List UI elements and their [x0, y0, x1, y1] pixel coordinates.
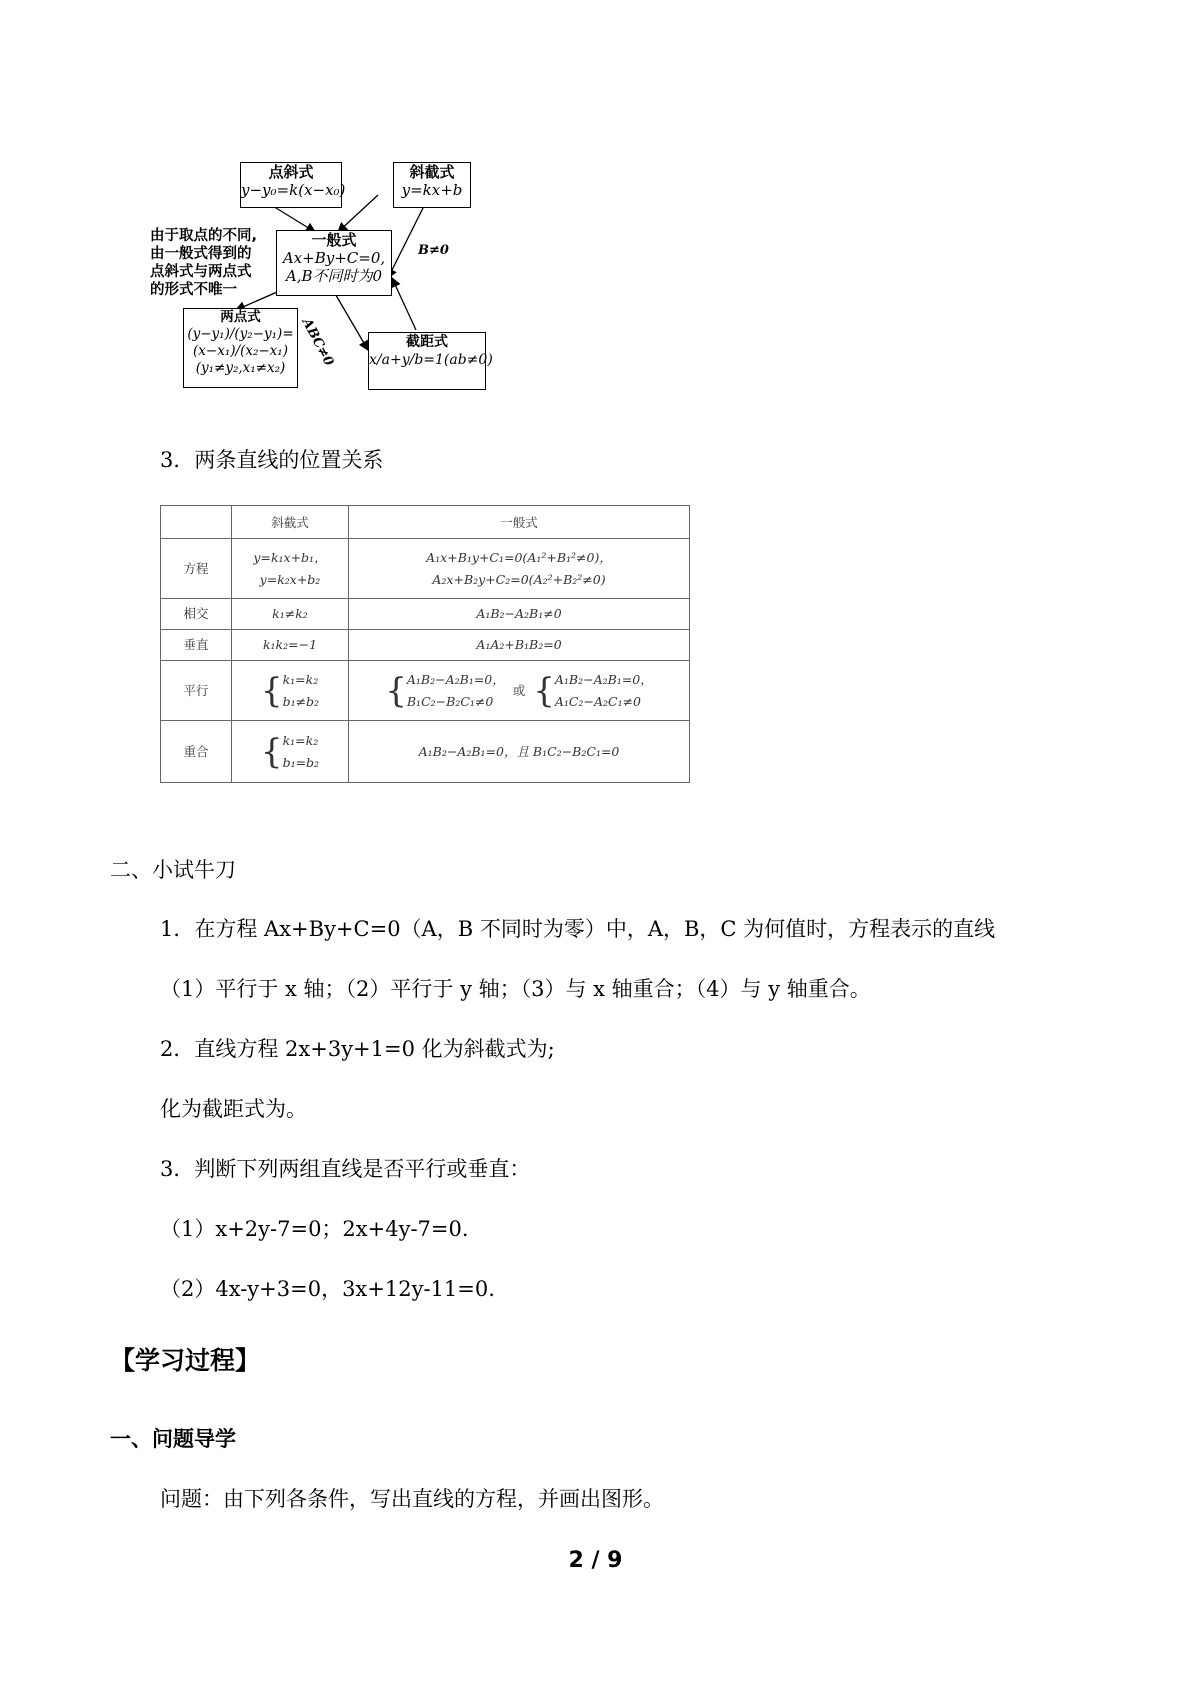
point-slope-title: 点斜式 — [268, 163, 314, 181]
process-subheading: 一、问题导学 — [110, 1427, 236, 1451]
section3-title: 3．两条直线的位置关系 — [160, 448, 384, 472]
general-cell: A₁A₂+B₁B₂=0 — [349, 630, 690, 661]
row-label: 方程 — [161, 539, 232, 599]
cell-line: k₁=k₂ — [282, 671, 319, 687]
cell-line: y=k₁x+b₁， — [253, 549, 327, 565]
row-label: 重合 — [161, 721, 232, 783]
two-point-formula: (y−y₁)/(y₂−y₁)=(x−x₁)/(x₂−x₁) — [187, 326, 294, 359]
table-header-cell: 斜截式 — [232, 506, 349, 539]
slope-cell: k₁k₂=−1 — [232, 630, 349, 661]
practice-q2: 2．直线方程 2x+3y+1=0 化为斜截式为; — [160, 1037, 555, 1061]
practice-q3-1: （1）x+2y-7=0；2x+4y-7=0. — [160, 1217, 469, 1241]
practice-q3-2: （2）4x-y+3=0，3x+12y-11=0. — [160, 1277, 495, 1301]
point-slope-box — [240, 162, 346, 208]
two-point-condition: (y₁≠y₂,x₁≠x₂) — [195, 360, 286, 376]
general-form-formula: Ax+By+C=0, — [282, 249, 386, 267]
slope-cell: { k₁=k₂ b₁≠b₂ — [232, 661, 349, 721]
note-line: 由于取点的不同, — [150, 228, 258, 244]
cell-line: A₁B₂−A₂B₁=0， — [406, 671, 505, 687]
cell-line: A₁C₂−A₂C₁≠0 — [554, 693, 642, 709]
line-relation-table — [160, 505, 690, 783]
slope-cell: k₁≠k₂ — [232, 599, 349, 630]
table-row — [161, 539, 690, 599]
general-form-condition: A,B不同时为0 — [285, 267, 383, 285]
diagram-note — [150, 227, 257, 299]
cell-line: A₂x+B₂y+C₂=0(A₂²+B₂²≠0) — [432, 571, 606, 587]
two-point-title: 两点式 — [220, 309, 261, 325]
cell-line: B₁C₂−B₂C₁≠0 — [406, 693, 494, 709]
practice-q1-sub: （1）平行于 x 轴；（2）平行于 y 轴；（3）与 x 轴重合；（4）与 y 轴重合。 — [160, 977, 871, 1001]
intercept-formula: x/a+y/b=1(ab≠0) — [369, 352, 493, 368]
row-label: 垂直 — [161, 630, 232, 661]
cell-line: b₁≠b₂ — [282, 693, 320, 709]
cell-line: A₁B₂−A₂B₁=0， — [554, 671, 653, 687]
slope-cell: { k₁=k₂ b₁=b₂ — [232, 721, 349, 783]
row-label: 相交 — [161, 599, 232, 630]
slope-intercept-formula: y=kx+b — [401, 181, 463, 199]
general-form-box — [276, 230, 392, 296]
slope-intercept-box — [393, 162, 471, 208]
general-cell: A₁B₂−A₂B₁≠0 — [349, 599, 690, 630]
cell-line: b₁=b₂ — [282, 754, 320, 770]
practice-q1: 1．在方程 Ax+By+C=0（A，B 不同时为零）中，A，B，C 为何值时，方程表示的直线 — [160, 917, 996, 941]
general-form-title: 一般式 — [311, 231, 357, 249]
practice-q2-b: 化为截距式为。 — [160, 1097, 307, 1121]
abc-nonzero-label: ABC≠0 — [298, 316, 337, 369]
process-heading: 【学习过程】 — [110, 1346, 261, 1375]
note-line: 由一般式得到的 — [150, 246, 252, 262]
table-row — [161, 721, 690, 783]
table-header-cell — [161, 506, 232, 539]
cell-line: y=k₂x+b₂ — [259, 571, 321, 587]
cell-line: A₁x+B₁y+C₁=0(A₁²+B₁²≠0)， — [426, 549, 612, 565]
slope-cell — [232, 539, 349, 599]
general-cell — [349, 539, 690, 599]
page-number: 2 / 9 — [568, 1548, 623, 1573]
slope-intercept-title: 斜截式 — [409, 163, 455, 181]
process-question: 问题：由下列各条件，写出直线的方程，并画出图形。 — [160, 1487, 664, 1511]
general-cell: { A₁B₂−A₂B₁=0， B₁C₂−B₂C₁≠0 或 { A₁B₂−A₂B₁=0， A₁C₂−A₂C₁≠0 — [349, 661, 690, 721]
practice-q3: 3．判断下列两组直线是否平行或垂直： — [160, 1157, 531, 1181]
two-point-box — [183, 308, 298, 388]
intercept-box — [368, 332, 493, 390]
practice-heading: 二、小试牛刀 — [110, 858, 236, 882]
table-row — [161, 599, 690, 630]
forms-diagram — [140, 150, 520, 420]
note-line: 点斜式与两点式 — [150, 264, 252, 280]
table-header-cell: 一般式 — [349, 506, 690, 539]
general-cell: A₁B₂−A₂B₁=0，且 B₁C₂−B₂C₁=0 — [349, 721, 690, 783]
b-nonzero-label: B≠0 — [418, 243, 449, 258]
cell-line: k₁=k₂ — [282, 732, 319, 748]
intercept-title: 截距式 — [406, 334, 448, 350]
note-line: 的形式不唯一 — [150, 282, 237, 298]
table-row — [161, 661, 690, 721]
point-slope-formula: y−y₀=k(x−x₀) — [241, 181, 346, 199]
or-text: 或 — [512, 682, 526, 698]
table-header-row — [161, 506, 690, 539]
table-row — [161, 630, 690, 661]
row-label: 平行 — [161, 661, 232, 721]
